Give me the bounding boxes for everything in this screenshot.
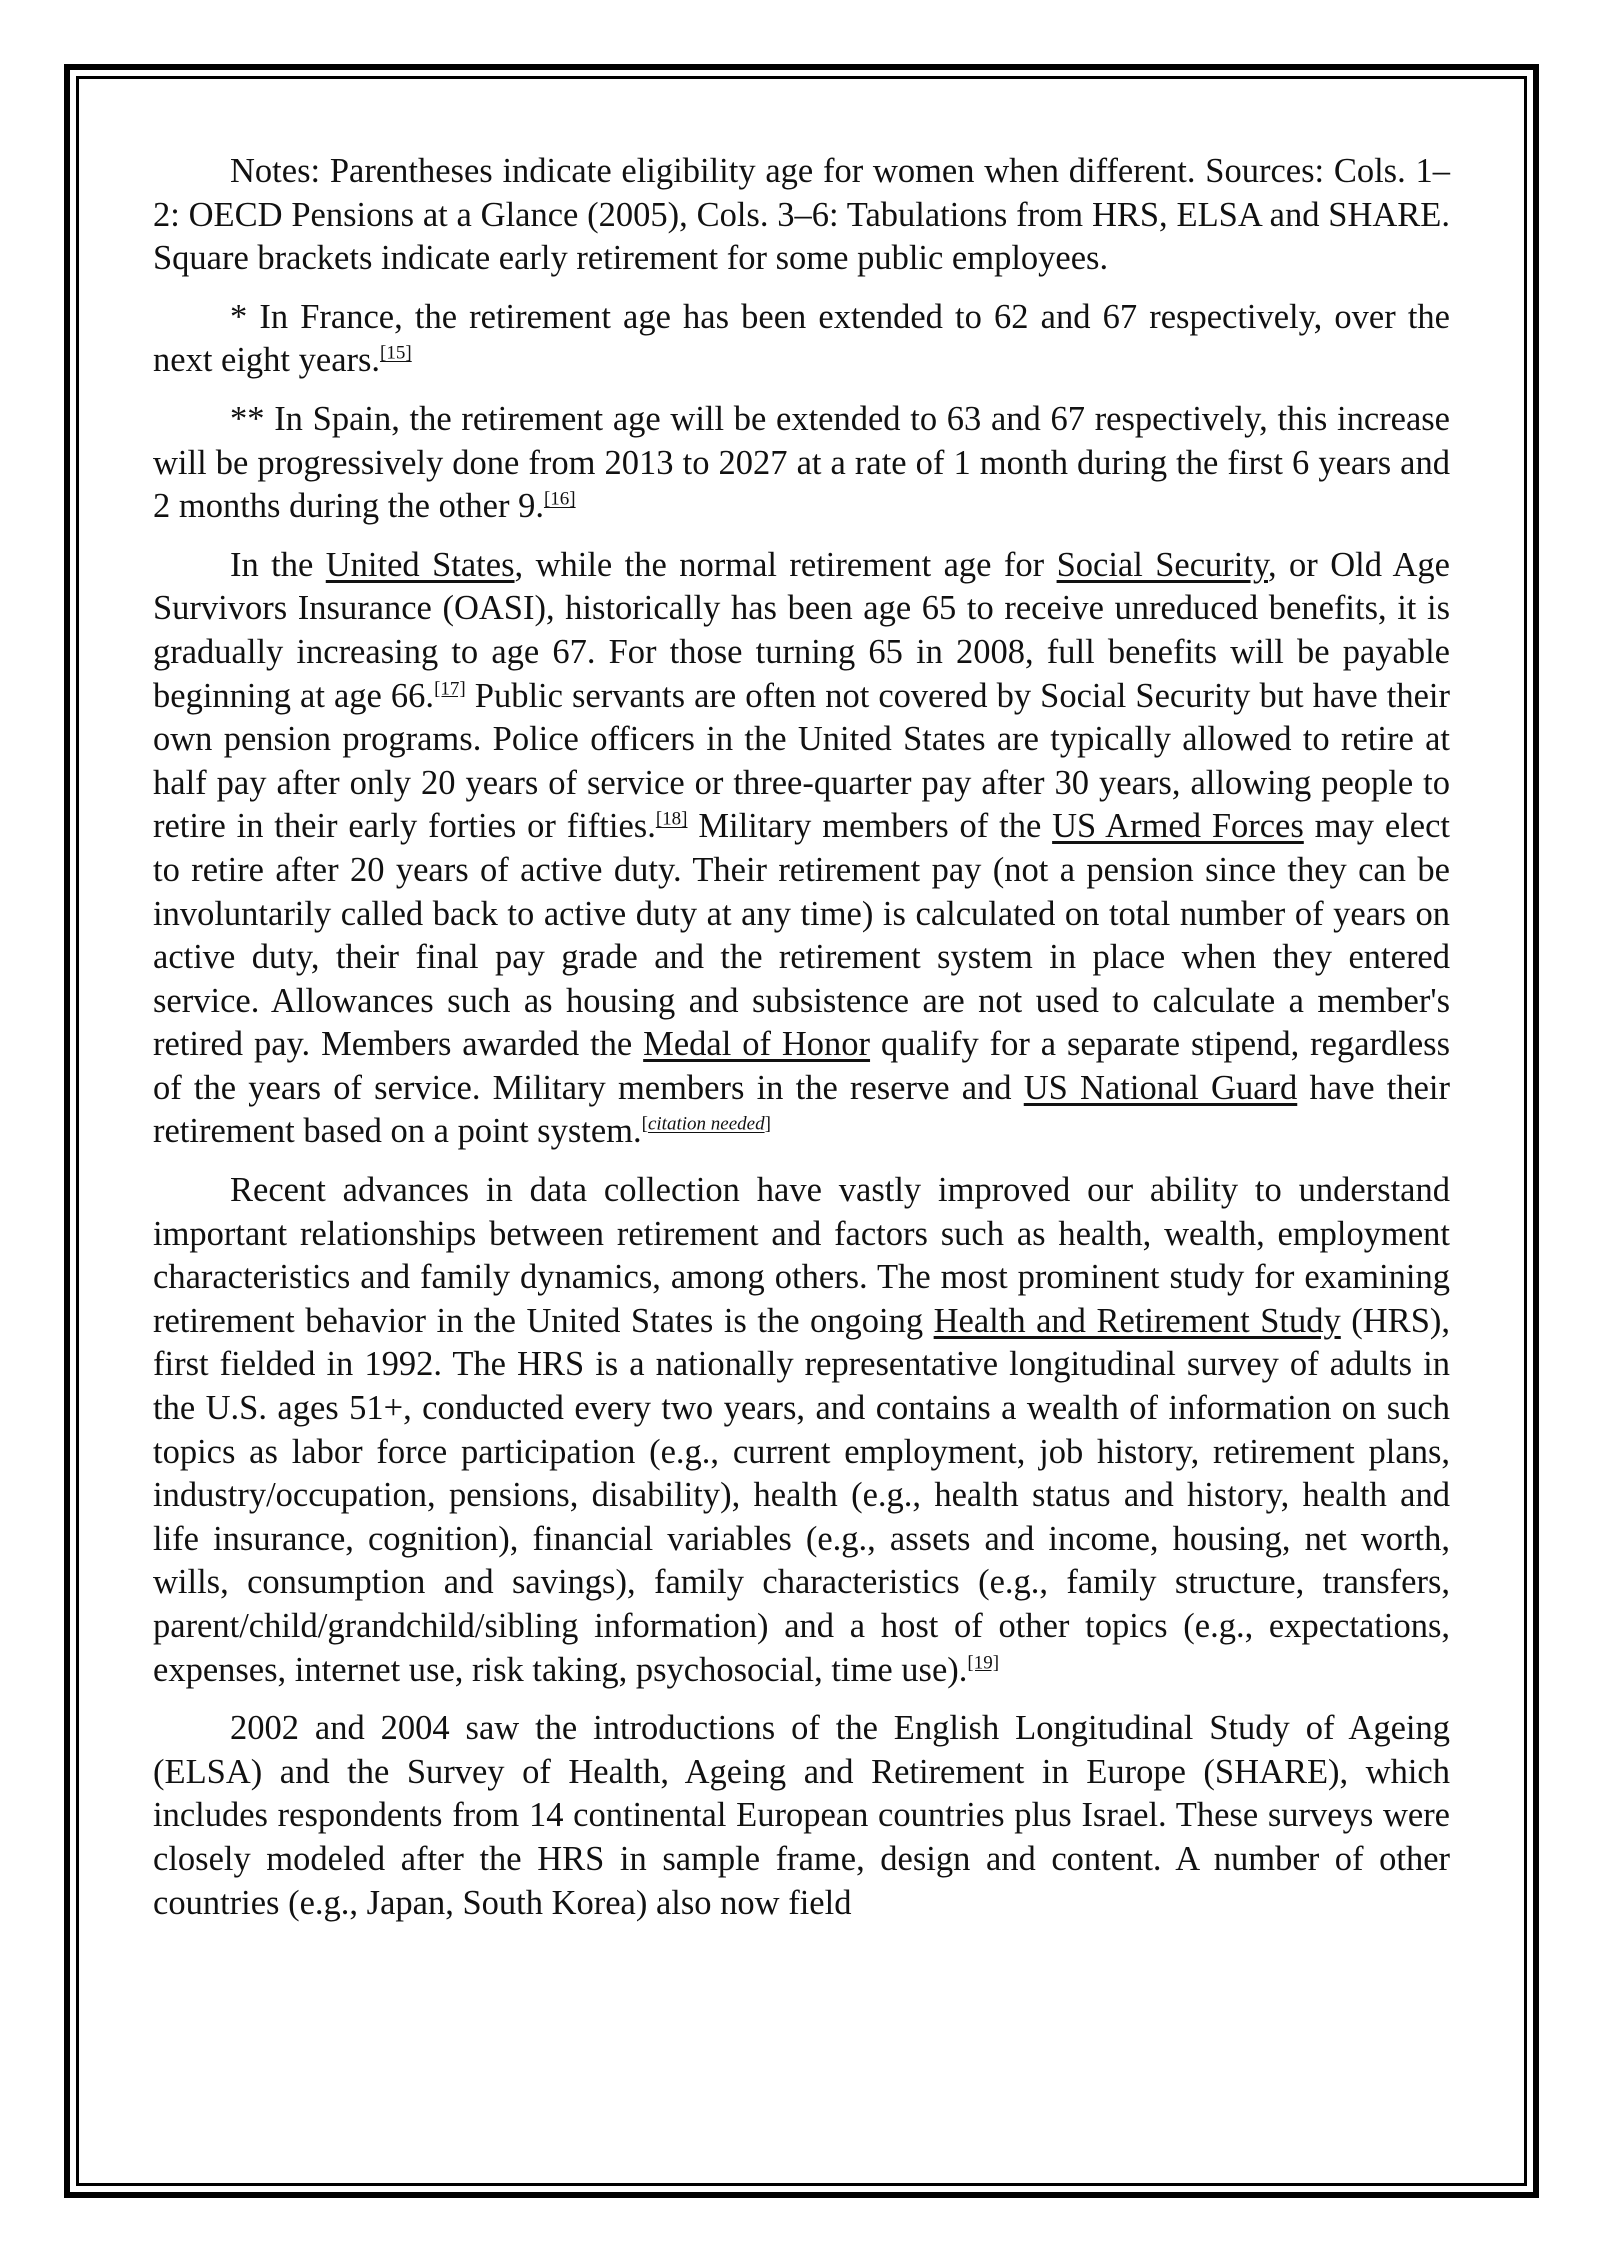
link-health-and-retirement-study[interactable]: Health and Retirement Study	[933, 1301, 1341, 1340]
citation-needed-link[interactable]: citation needed	[647, 1113, 765, 1135]
spain-note-paragraph	[153, 398, 1450, 529]
elsa-share-paragraph	[153, 1707, 1450, 1925]
reference-18-link[interactable]: [18]	[655, 808, 688, 830]
france-note-paragraph	[153, 296, 1450, 383]
citation-close-bracket: ]	[764, 1113, 771, 1135]
france-note-text: * In France, the retirement age has been extended to 62 and 67 respectively, over the next eight years.	[153, 297, 1450, 380]
link-united-states[interactable]: United States	[325, 545, 515, 584]
notes-paragraph	[153, 150, 1450, 281]
citation-needed-note	[642, 1114, 771, 1135]
reference-18[interactable]	[656, 809, 688, 830]
reference-16-link[interactable]: [16]	[543, 488, 576, 510]
us-text-6: may elect to retire after 20 years of active duty. Their retirement pay (not a pension since they can be involuntarily called back to active duty at any time) is calculated on total number of years on active duty, their final pay grade and the retirement system in place when they entered service. Allowances such as housing and subsistence are not used to calculate a member's retired pay. Members awarded the	[153, 807, 1450, 1064]
us-text-3: , or Old Age Survivors Insurance (OASI), historically has been age 65 to receive unreduced benefits, it is gradually increasing to age 67. For those turning 65 in 2008, full benefits will be payable beginning at age 66.	[153, 545, 1450, 715]
us-text-2: , while the normal retirement age for	[514, 545, 1057, 584]
reference-16[interactable]	[544, 489, 576, 510]
link-social-security[interactable]: Social Security	[1056, 545, 1268, 584]
reference-19-link[interactable]: [19]	[967, 1652, 1000, 1674]
hrs-text-2: (HRS), first fielded in 1992. The HRS is a nationally representative longitudinal survey of adults in the U.S. ages 51+, conducted every two years, and contains a wealth of information on such topics as labor force participation (e.g., current employment, job history, retirement plans, industry/occupation, pensions, disability), health (e.g., health status and history, health and life insurance, cognition), financial variables (e.g., assets and income, housing, net worth, wills, consumption and savings), family characteristics (e.g., family structure, transfers, parent/child/grandchild/sibling information) and a host of other topics (e.g., expectations, expenses, internet use, risk taking, psychosocial, time use).	[153, 1301, 1450, 1689]
reference-17-link[interactable]: [17]	[434, 678, 466, 700]
us-text-8: have their retirement based on a point system.	[153, 1068, 1450, 1151]
elsa-share-text: 2002 and 2004 saw the introductions of the English Longitudinal Study of Ageing (ELSA) and the Survey of Health, Ageing and Retirement in Europe (SHARE), which includes respondents from 14 continental European countries plus Israel. These surveys were closely modeled after the HRS in sample frame, design and content. A number of other countries (e.g., Japan, South Korea) also now field	[153, 1709, 1450, 1922]
reference-15[interactable]	[380, 343, 412, 364]
us-retirement-paragraph	[153, 544, 1450, 1154]
notes-text: Notes: Parentheses indicate eligibility age for women when different. Sources: Cols. 1–2: OECD Pensions at a Glance (2005), Cols. 3–6: Tabulations from HRS, ELSA and SHARE. Square brackets indicate early retirement for some public employees.	[153, 152, 1450, 278]
us-text-1: In the	[230, 545, 326, 584]
hrs-text-1: Recent advances in data collection have vastly improved our ability to understand important relationships between retirement and factors such as health, wealth, employment characteristics and family dynamics, among others. The most prominent study for examining retirement behavior in the United States is the ongoing	[153, 1171, 1450, 1340]
document-body	[153, 150, 1450, 1940]
reference-17[interactable]	[434, 678, 466, 699]
hrs-paragraph	[153, 1169, 1450, 1692]
reference-19[interactable]	[967, 1652, 999, 1673]
citation-open-bracket: [	[641, 1113, 648, 1135]
us-text-5: Military members of the	[687, 807, 1053, 846]
us-text-4: Public servants are often not covered by Social Security but have their own pension programs. Police officers in the United States are typically allowed to retire at half pay after only 20 years of service or three-quarter pay after 30 years, allowing people to retire in their early forties or fifties.	[153, 676, 1451, 846]
link-medal-of-honor[interactable]: Medal of Honor	[643, 1025, 871, 1064]
us-text-7: qualify for a separate stipend, regardless of the years of service. Military members in the reserve and	[153, 1025, 1451, 1107]
link-us-armed-forces[interactable]: US Armed Forces	[1052, 807, 1304, 846]
spain-note-text: ** In Spain, the retirement age will be extended to 63 and 67 respectively, this increase will be progressively done from 2013 to 2027 at a rate of 1 month during the first 6 years and 2 months during the other 9.	[153, 399, 1450, 526]
link-us-national-guard[interactable]: US National Guard	[1023, 1068, 1298, 1107]
reference-15-link[interactable]: [15]	[380, 342, 412, 364]
